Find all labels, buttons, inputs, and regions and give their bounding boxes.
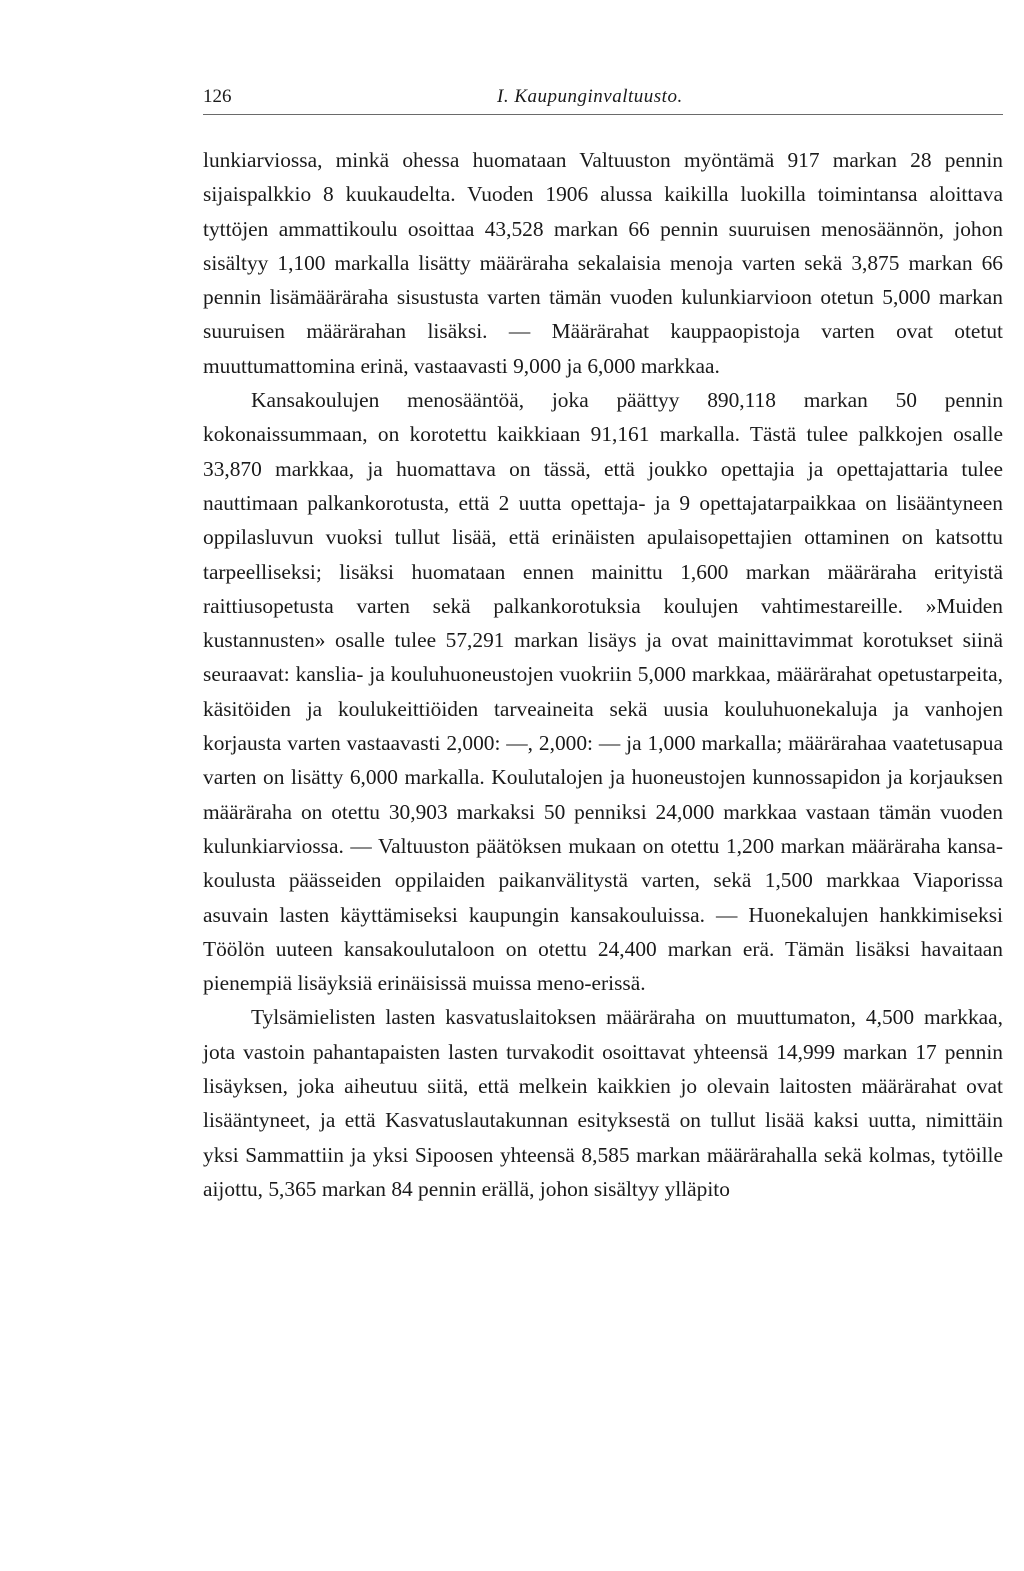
document-page xyxy=(203,80,1003,1206)
body-text xyxy=(203,143,1003,1206)
paragraph-1: lunkiarviossa, minkä ohessa huomataan Valtuuston myöntämä 917 markan 28 pennin sijaispalkkio 8 kuukaudelta. Vuoden 1906 alussa kaikilla luokilla toimintansa aloittava tyttöjen ammattikoulu osoittaa 43,528 markan 66 pennin suuruisen menosäännön, johon sisältyy 1,100 markalla lisätty määräraha sekalaisia menoja varten sekä 3,875 markan 66 pennin lisämääräraha sisustusta varten tämän vuoden kulunkiarvioon otetun 5,000 markan suuruisen määrärahan lisäksi. — Määrärahat kauppaopistoja varten ovat otetut muuttumattomina erinä, vastaavasti 9,000 ja 6,000 markkaa. xyxy=(203,148,1003,378)
paragraph-3: Tylsämielisten lasten kasvatuslaitoksen määräraha on muuttumaton, 4,500 markkaa, jota vastoin pahantapaisten lasten turvakodit osoittavat yhteensä 14,999 markan 17 pennin lisäyksen, joka aiheutuu siitä, että melkein kaikkien jo olevain laitosten määrärahat ovat lisääntyneet, ja että Kasvatuslautakunnan esityksestä on tullut lisää kaksi uutta, nimittäin yksi Sammattiin ja yksi Sipoosen yhteensä 8,585 markan määrärahalla sekä kolmas, tytöille aijottu, 5,365 markan 84 pennin erällä, johon sisältyy ylläpito xyxy=(203,1005,1003,1201)
page-number: 126 xyxy=(203,86,232,107)
paragraph-2: Kansakoulujen menosääntöä, joka päättyy 890,118 markan 50 pennin kokonaissummaan, on korotettu kaikkiaan 91,161 markalla. Tästä tulee palkkojen osalle 33,870 markkaa, ja huomattava on tässä, että joukko opettajia ja opettajattaria tulee nauttimaan palkankorotusta, että 2 uutta opettaja- ja 9 opettajatarpaikkaa on lisääntyneen oppilasluvun vuoksi tullut lisää, että erinäisten apulaisopettajien ottaminen on katsottu tarpeelliseksi; lisäksi huomataan ennen mainittu 1,600 markan määräraha erityistä raittiusopetusta varten sekä palkankorotuksia koulujen vahtimestareille. »Muiden kustannusten» osalle tulee 57,291 markan lisäys ja ovat mainittavimmat korotukset siinä seuraavat: kanslia- ja kouluhuoneustojen vuokriin 5,000 markkaa, määrärahat opetustarpeita, käsitöiden ja koulukeittiöiden tarveaineita sekä uusia kouluhuonekaluja ja vanhojen korjausta varten vastaavasti 2,000: —, 2,000: — ja 1,000 markalla; määrärahaa vaatetusapua varten on lisätty 6,000 markalla. Koulutalojen ja huoneustojen kunnossapidon ja korjauksen määräraha on otettu 30,903 markaksi 50 penniksi 24,000 markkaa vastaan tämän vuoden kulunkiarviossa. — Valtuuston päätöksen mukaan on otettu 1,200 markan määräraha kansakoulusta päässeiden oppilaiden paikanvälitystä varten, sekä 1,500 markkaa Viaporissa asuvain lasten käyttämiseksi kaupungin kansakouluissa. — Huonekalujen hankkimiseksi Töölön uuteen kansakoulutaloon on otettu 24,400 markan erä. Tämän lisäksi havaitaan pienempiä lisäyksiä erinäisissä muissa meno-erissä. xyxy=(203,388,1003,996)
running-title: I. Kaupunginvaltuusto. xyxy=(497,86,683,107)
running-header xyxy=(203,80,1003,115)
